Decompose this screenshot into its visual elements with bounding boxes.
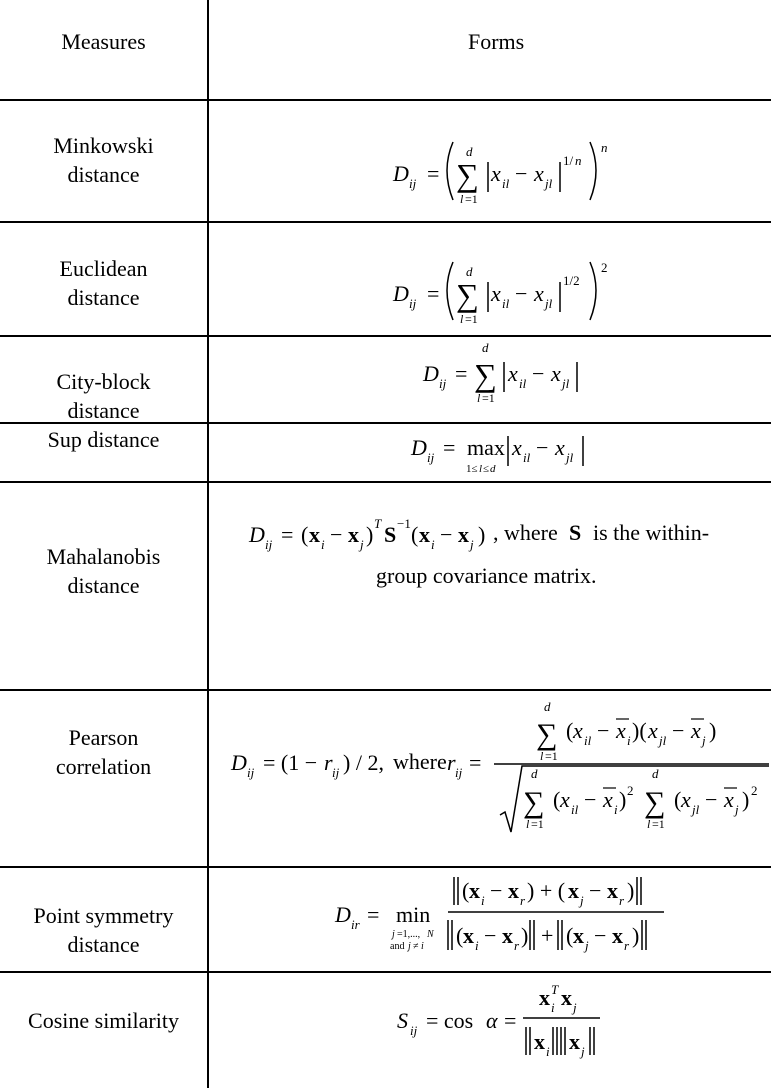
- svg-text:l: l: [540, 749, 544, 763]
- svg-text:ij: ij: [332, 765, 340, 780]
- svg-text:= cos: = cos: [426, 1008, 474, 1033]
- svg-text:i: i: [321, 537, 325, 552]
- svg-text:j: j: [735, 802, 739, 817]
- svg-text:il: il: [584, 733, 592, 748]
- svg-text:il: il: [519, 376, 527, 391]
- svg-text:d: d: [466, 144, 473, 159]
- svg-text:il: il: [502, 176, 510, 191]
- svg-text:(: (: [462, 878, 470, 903]
- svg-text:ij: ij: [410, 1023, 418, 1038]
- svg-text:x: x: [469, 878, 480, 903]
- svg-text:∑: ∑: [456, 157, 479, 193]
- svg-text:x: x: [551, 361, 561, 386]
- svg-text:x: x: [508, 361, 518, 386]
- svg-text:j: j: [360, 537, 364, 552]
- svg-text:−: −: [484, 923, 497, 948]
- svg-text:x: x: [568, 878, 579, 903]
- svg-text:i: i: [551, 1000, 555, 1015]
- svg-text:N: N: [427, 929, 434, 940]
- svg-text:=1: =1: [465, 312, 478, 326]
- mahalanobis-note-line2: group covariance matrix.: [376, 563, 597, 588]
- formula-pearson: [230, 699, 769, 832]
- svg-text:jl: jl: [659, 733, 667, 748]
- svg-text:j: j: [392, 929, 395, 940]
- svg-text:ij: ij: [247, 765, 255, 780]
- svg-text:d: d: [531, 766, 538, 781]
- svg-text:=1: =1: [545, 749, 558, 763]
- svg-text:=: =: [504, 1008, 517, 1033]
- header-forms: Forms: [468, 29, 525, 54]
- svg-text:T: T: [551, 982, 559, 997]
- svg-text:≠: ≠: [413, 941, 419, 952]
- svg-text:=: =: [469, 750, 482, 775]
- header-measures: Measures: [61, 29, 146, 54]
- svg-text:x: x: [458, 522, 469, 547]
- measure-minkowski: Minkowski distance: [53, 133, 154, 187]
- svg-text:j: j: [408, 941, 411, 952]
- svg-text:and: and: [390, 941, 405, 952]
- measure-euclidean: Euclidean distance: [59, 256, 148, 310]
- svg-text:S: S: [397, 1008, 408, 1033]
- svg-text:1/: 1/: [563, 153, 574, 168]
- formula-city-block: [422, 340, 577, 405]
- svg-text:): ): [627, 878, 635, 903]
- svg-text:x: x: [724, 787, 734, 812]
- svg-text:jl: jl: [562, 376, 570, 391]
- svg-text:d: d: [544, 699, 551, 714]
- svg-text:−: −: [490, 878, 503, 903]
- svg-text:x: x: [681, 787, 691, 812]
- svg-text:−: −: [705, 787, 718, 812]
- svg-text:i: i: [614, 802, 618, 817]
- svg-text:x: x: [648, 718, 658, 743]
- svg-text:(: (: [456, 923, 464, 948]
- measure-pearson: Pearson correlation: [55, 725, 152, 779]
- svg-text:−: −: [515, 161, 528, 186]
- svg-text:x: x: [491, 281, 501, 306]
- svg-text:=: =: [443, 435, 456, 460]
- svg-text:l: l: [526, 817, 530, 831]
- measure-city-block: City-block distance: [56, 369, 151, 423]
- svg-text:x: x: [309, 522, 320, 547]
- svg-text:l: l: [477, 391, 481, 405]
- svg-text:x: x: [534, 161, 544, 186]
- svg-text:i: i: [481, 893, 485, 908]
- mahalanobis-note-symbol: S: [569, 520, 582, 545]
- svg-text:x: x: [463, 923, 474, 948]
- svg-text:(: (: [674, 787, 682, 812]
- svg-text:i: i: [475, 938, 479, 953]
- formula-sup: [410, 435, 583, 475]
- svg-text:): ): [366, 522, 374, 547]
- svg-text:=: =: [455, 361, 468, 386]
- svg-text:=: =: [281, 522, 294, 547]
- svg-text:jl: jl: [545, 176, 553, 191]
- svg-text:d: d: [490, 463, 496, 475]
- formula-cosine: [397, 982, 600, 1059]
- svg-text:d: d: [652, 766, 659, 781]
- formula-point-symmetry: [334, 877, 664, 953]
- svg-text:x: x: [607, 878, 618, 903]
- pearson-note-where: where: [393, 749, 447, 774]
- svg-text:d: d: [466, 264, 473, 279]
- svg-text:r: r: [624, 938, 630, 953]
- svg-text:∑: ∑: [523, 786, 545, 819]
- svg-text:2: 2: [751, 783, 758, 798]
- svg-text:D: D: [393, 281, 409, 306]
- svg-text:=1: =1: [482, 391, 495, 405]
- svg-text:x: x: [491, 161, 501, 186]
- svg-text:) + (: ) + (: [527, 878, 566, 903]
- svg-text:=: =: [367, 902, 380, 927]
- svg-text:): ): [742, 787, 750, 812]
- svg-text:j: j: [470, 537, 474, 552]
- measure-sup: Sup distance: [47, 427, 160, 452]
- svg-text:D: D: [423, 361, 439, 386]
- svg-text:r: r: [619, 893, 625, 908]
- svg-text:r: r: [324, 750, 333, 775]
- svg-text:n: n: [575, 153, 582, 168]
- svg-text:il: il: [523, 450, 531, 465]
- svg-text:min: min: [396, 902, 431, 927]
- svg-text:≤: ≤: [483, 463, 490, 475]
- svg-text:): ): [632, 923, 640, 948]
- svg-text:ij: ij: [409, 176, 417, 191]
- svg-text:ij: ij: [455, 765, 463, 780]
- svg-text:=: =: [427, 161, 440, 186]
- svg-text:r: r: [447, 750, 456, 775]
- svg-text:ij: ij: [439, 376, 447, 391]
- svg-text:(: (: [411, 522, 419, 547]
- svg-text:1≤: 1≤: [466, 463, 478, 475]
- svg-text:=1: =1: [652, 817, 665, 831]
- svg-text:j: j: [702, 733, 706, 748]
- svg-text:j: j: [580, 893, 584, 908]
- svg-text:∑: ∑: [474, 357, 497, 393]
- svg-text:x: x: [603, 787, 613, 812]
- svg-text:): ): [521, 923, 529, 948]
- svg-text:j: j: [573, 1000, 577, 1015]
- svg-text:2: 2: [601, 260, 608, 275]
- svg-text:S: S: [384, 522, 397, 547]
- svg-text:(: (: [566, 923, 574, 948]
- svg-text:x: x: [561, 985, 572, 1010]
- svg-text:∑: ∑: [456, 277, 479, 313]
- svg-text:x: x: [534, 281, 544, 306]
- svg-text:−: −: [594, 923, 607, 948]
- svg-text:x: x: [616, 718, 626, 743]
- svg-text:−: −: [672, 718, 685, 743]
- svg-text:r: r: [520, 893, 526, 908]
- svg-text:−: −: [584, 787, 597, 812]
- svg-text:T: T: [374, 516, 382, 531]
- svg-text:x: x: [419, 522, 430, 547]
- svg-text:): ): [478, 522, 486, 547]
- svg-text:x: x: [508, 878, 519, 903]
- svg-text:x: x: [560, 787, 570, 812]
- measure-cosine: Cosine similarity: [28, 1008, 179, 1033]
- svg-text:): ): [619, 787, 627, 812]
- mahalanobis-note-where: , where: [493, 520, 558, 545]
- svg-text:1/2: 1/2: [563, 273, 580, 288]
- svg-text:n: n: [601, 140, 608, 155]
- formula-mahalanobis: [248, 516, 485, 552]
- svg-text:(: (: [566, 718, 574, 743]
- svg-text:=1,...,: =1,...,: [397, 929, 421, 940]
- svg-text:∑: ∑: [644, 786, 666, 819]
- svg-text:−: −: [589, 878, 602, 903]
- svg-text:r: r: [514, 938, 520, 953]
- svg-text:x: x: [573, 718, 583, 743]
- svg-text:(: (: [553, 787, 561, 812]
- svg-text:=1: =1: [531, 817, 544, 831]
- svg-text:l: l: [479, 463, 483, 475]
- svg-text:−: −: [330, 522, 343, 547]
- svg-text:i: i: [431, 537, 435, 552]
- svg-text:): ): [709, 718, 717, 743]
- svg-text:il: il: [502, 296, 510, 311]
- svg-text:x: x: [612, 923, 623, 948]
- svg-text:∑: ∑: [536, 718, 558, 751]
- svg-text:jl: jl: [566, 450, 574, 465]
- svg-text:D: D: [231, 750, 247, 775]
- svg-text:) / 2,: ) / 2,: [343, 750, 384, 775]
- svg-text:i: i: [546, 1044, 550, 1059]
- svg-text:x: x: [691, 718, 701, 743]
- svg-text:2: 2: [627, 783, 634, 798]
- svg-text:x: x: [573, 923, 584, 948]
- svg-text:d: d: [482, 340, 489, 355]
- svg-text:x: x: [512, 435, 522, 460]
- svg-text:x: x: [555, 435, 565, 460]
- svg-text:= (1 −: = (1 −: [263, 750, 318, 775]
- svg-text:−: −: [440, 522, 453, 547]
- svg-text:x: x: [348, 522, 359, 547]
- svg-text:x: x: [539, 985, 550, 1010]
- svg-text:−: −: [515, 281, 528, 306]
- svg-text:(: (: [301, 522, 309, 547]
- svg-text:ij: ij: [409, 296, 417, 311]
- svg-text:ij: ij: [265, 537, 273, 552]
- svg-text:i: i: [421, 941, 424, 952]
- formula-euclidean: [392, 260, 608, 326]
- svg-text:−: −: [532, 361, 545, 386]
- svg-text:=: =: [427, 281, 440, 306]
- svg-text:−: −: [597, 718, 610, 743]
- formula-minkowski: [392, 140, 608, 206]
- svg-text:max: max: [467, 435, 505, 460]
- svg-text:l: l: [460, 192, 464, 206]
- svg-text:j: j: [581, 1044, 585, 1059]
- svg-text:x: x: [569, 1029, 580, 1054]
- svg-text:D: D: [335, 902, 351, 927]
- svg-text:ij: ij: [427, 450, 435, 465]
- svg-text:ir: ir: [351, 917, 360, 932]
- svg-text:i: i: [627, 733, 631, 748]
- measure-point-symmetry: Point symmetry distance: [33, 903, 174, 957]
- measure-mahalanobis: Mahalanobis distance: [46, 544, 161, 598]
- svg-text:jl: jl: [545, 296, 553, 311]
- svg-text:l: l: [460, 312, 464, 326]
- svg-text:α: α: [486, 1008, 498, 1033]
- svg-text:j: j: [585, 938, 589, 953]
- svg-text:jl: jl: [692, 802, 700, 817]
- svg-text:+: +: [541, 923, 554, 948]
- mahalanobis-note-rest: is the within-: [593, 520, 710, 545]
- svg-text:)(: )(: [632, 718, 647, 743]
- svg-text:D: D: [393, 161, 409, 186]
- svg-text:−: −: [536, 435, 549, 460]
- svg-text:D: D: [411, 435, 427, 460]
- svg-text:l: l: [647, 817, 651, 831]
- svg-text:D: D: [249, 522, 265, 547]
- svg-text:−1: −1: [397, 516, 411, 531]
- svg-text:x: x: [502, 923, 513, 948]
- svg-text:=1: =1: [465, 192, 478, 206]
- svg-text:x: x: [534, 1029, 545, 1054]
- svg-text:il: il: [571, 802, 579, 817]
